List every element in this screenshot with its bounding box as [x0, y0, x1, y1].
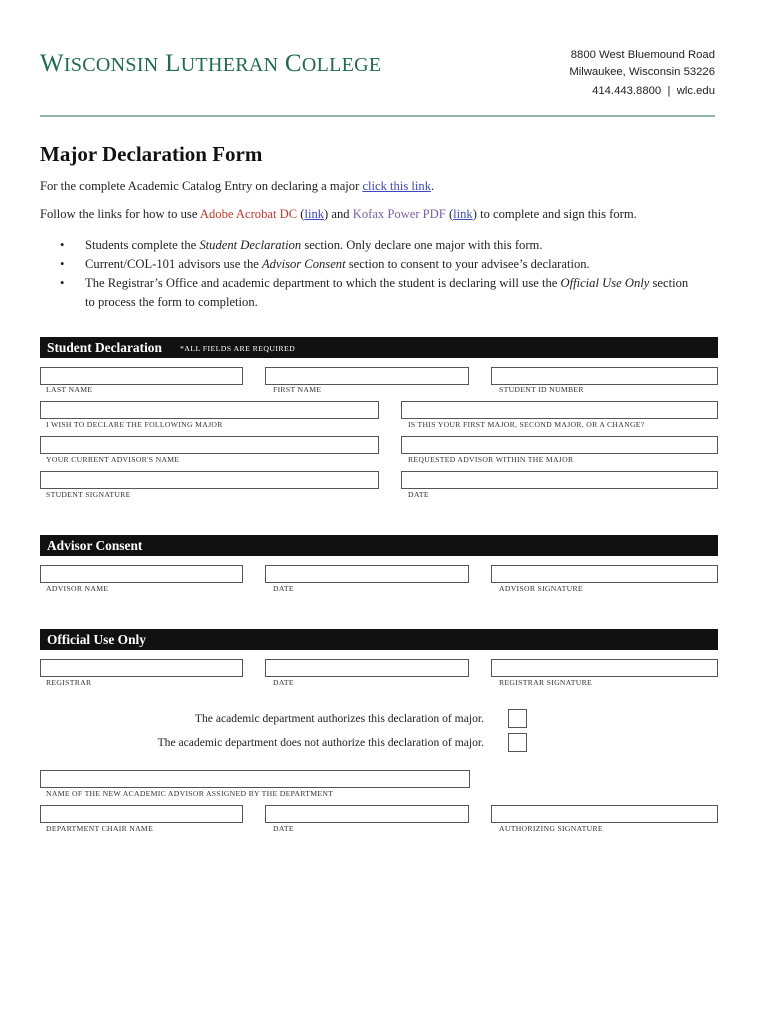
advisor-consent-header: [40, 535, 718, 556]
kofax-name: Kofax Power PDF: [352, 207, 446, 221]
chair-name-label: DEPARTMENT CHAIR NAME: [46, 824, 154, 833]
last-name-label: LAST NAME: [46, 385, 93, 394]
advisor-date-label: DATE: [273, 584, 294, 593]
list-item: • Current/COL-101 advisors use the Advisor Consent section to consent to your advisee’s declaration.: [60, 255, 720, 274]
acrobat-name: Adobe Acrobat DC: [199, 207, 298, 221]
logo-word: UTHERAN: [180, 54, 279, 76]
current-advisor-label: YOUR CURRENT ADVISOR'S NAME: [46, 455, 180, 464]
logo-word: ISCONSIN: [63, 54, 159, 76]
catalog-link[interactable]: click this link: [362, 179, 431, 193]
section-title: Student Declaration: [47, 340, 162, 355]
first-name-field[interactable]: [265, 367, 469, 385]
list-item: • Students complete the Student Declaration section. Only declare one major with this form.: [60, 236, 720, 255]
new-advisor-label: NAME OF THE NEW ACADEMIC ADVISOR ASSIGNED BY THE DEPARTMENT: [46, 789, 334, 798]
last-name-field[interactable]: [40, 367, 243, 385]
logo-word: OLLEGE: [301, 54, 382, 76]
catalog-paragraph: [40, 179, 434, 194]
website: wlc.edu: [676, 85, 715, 97]
college-address: [569, 47, 715, 100]
requested-advisor-field[interactable]: [401, 436, 718, 454]
contact-line: [569, 83, 715, 100]
student-id-label: STUDENT ID NUMBER: [499, 385, 584, 394]
section-title: Advisor Consent: [47, 538, 143, 553]
logo-letter: C: [284, 50, 302, 77]
header-divider: [40, 115, 715, 117]
registrar-date-field[interactable]: [265, 659, 469, 677]
advisor-name-field[interactable]: [40, 565, 243, 583]
registrar-field[interactable]: [40, 659, 243, 677]
kofax-link[interactable]: link: [453, 207, 473, 221]
address-line2: Milwaukee, Wisconsin 53226: [569, 66, 715, 78]
student-declaration-header: [40, 337, 718, 358]
catalog-end: .: [431, 179, 435, 193]
chair-date-field[interactable]: [265, 805, 469, 823]
chair-date-label: DATE: [273, 824, 294, 833]
student-date-label: DATE: [408, 490, 429, 499]
student-signature-field[interactable]: [40, 471, 379, 489]
first-name-label: FIRST NAME: [273, 385, 322, 394]
major-field[interactable]: [40, 401, 379, 419]
student-signature-label: STUDENT SIGNATURE: [46, 490, 131, 499]
page-title: Major Declaration Form: [40, 142, 263, 166]
student-id-field[interactable]: [491, 367, 718, 385]
follow-text: Follow the links for how to use: [40, 207, 200, 221]
advisor-name-label: ADVISOR NAME: [46, 584, 109, 593]
advisor-signature-label: ADVISOR SIGNATURE: [499, 584, 583, 593]
advisor-date-field[interactable]: [265, 565, 469, 583]
major-type-field[interactable]: [401, 401, 718, 419]
major-label: I WISH TO DECLARE THE FOLLOWING MAJOR: [46, 420, 223, 429]
authorizing-signature-label: AUTHORIZING SIGNATURE: [499, 824, 603, 833]
registrar-label: REGISTRAR: [46, 678, 92, 687]
registrar-signature-field[interactable]: [491, 659, 718, 677]
logo-letter: W: [40, 50, 64, 77]
separator: |: [667, 85, 671, 97]
catalog-text: For the complete Academic Catalog Entry on declaring a major: [40, 179, 363, 193]
and-text: and: [328, 207, 353, 221]
not-authorize-statement: The academic department does not authorize this declaration of major.: [157, 736, 484, 749]
follow-end: to complete and sign this form.: [476, 207, 637, 221]
required-note: *ALL FIELDS ARE REQUIRED: [180, 344, 296, 353]
not-authorize-checkbox[interactable]: [508, 733, 527, 752]
address-line1: 8800 West Bluemound Road: [570, 49, 715, 61]
instructions-list: [60, 236, 720, 312]
registrar-signature-label: REGISTRAR SIGNATURE: [499, 678, 593, 687]
logo-letter: L: [165, 50, 181, 77]
requested-advisor-label: REQUESTED ADVISOR WITHIN THE MAJOR: [408, 455, 574, 464]
registrar-date-label: DATE: [273, 678, 294, 687]
authorizes-statement: The academic department authorizes this declaration of major.: [194, 712, 484, 725]
college-logo: [40, 50, 381, 78]
major-type-label: IS THIS YOUR FIRST MAJOR, SECOND MAJOR, OR A CHANGE?: [408, 420, 645, 429]
list-item: • The Registrar’s Office and academic department to which the student is declaring will use the Official Use Only section to process the form to completion.: [60, 274, 720, 312]
new-advisor-field[interactable]: [40, 770, 470, 788]
authorizes-checkbox[interactable]: [508, 709, 527, 728]
acrobat-link[interactable]: link: [304, 207, 325, 221]
student-date-field[interactable]: [401, 471, 718, 489]
advisor-signature-field[interactable]: [491, 565, 718, 583]
phone: 414.443.8800: [592, 85, 662, 97]
current-advisor-field[interactable]: [40, 436, 379, 454]
official-use-header: [40, 629, 718, 650]
authorizing-signature-field[interactable]: [491, 805, 718, 823]
instructions-paragraph: Follow the links for how to use Adobe Acrobat DC (link) and Kofax Power PDF (link) to complete and sign this form.: [40, 207, 637, 221]
chair-name-field[interactable]: [40, 805, 243, 823]
section-title: Official Use Only: [47, 632, 146, 647]
